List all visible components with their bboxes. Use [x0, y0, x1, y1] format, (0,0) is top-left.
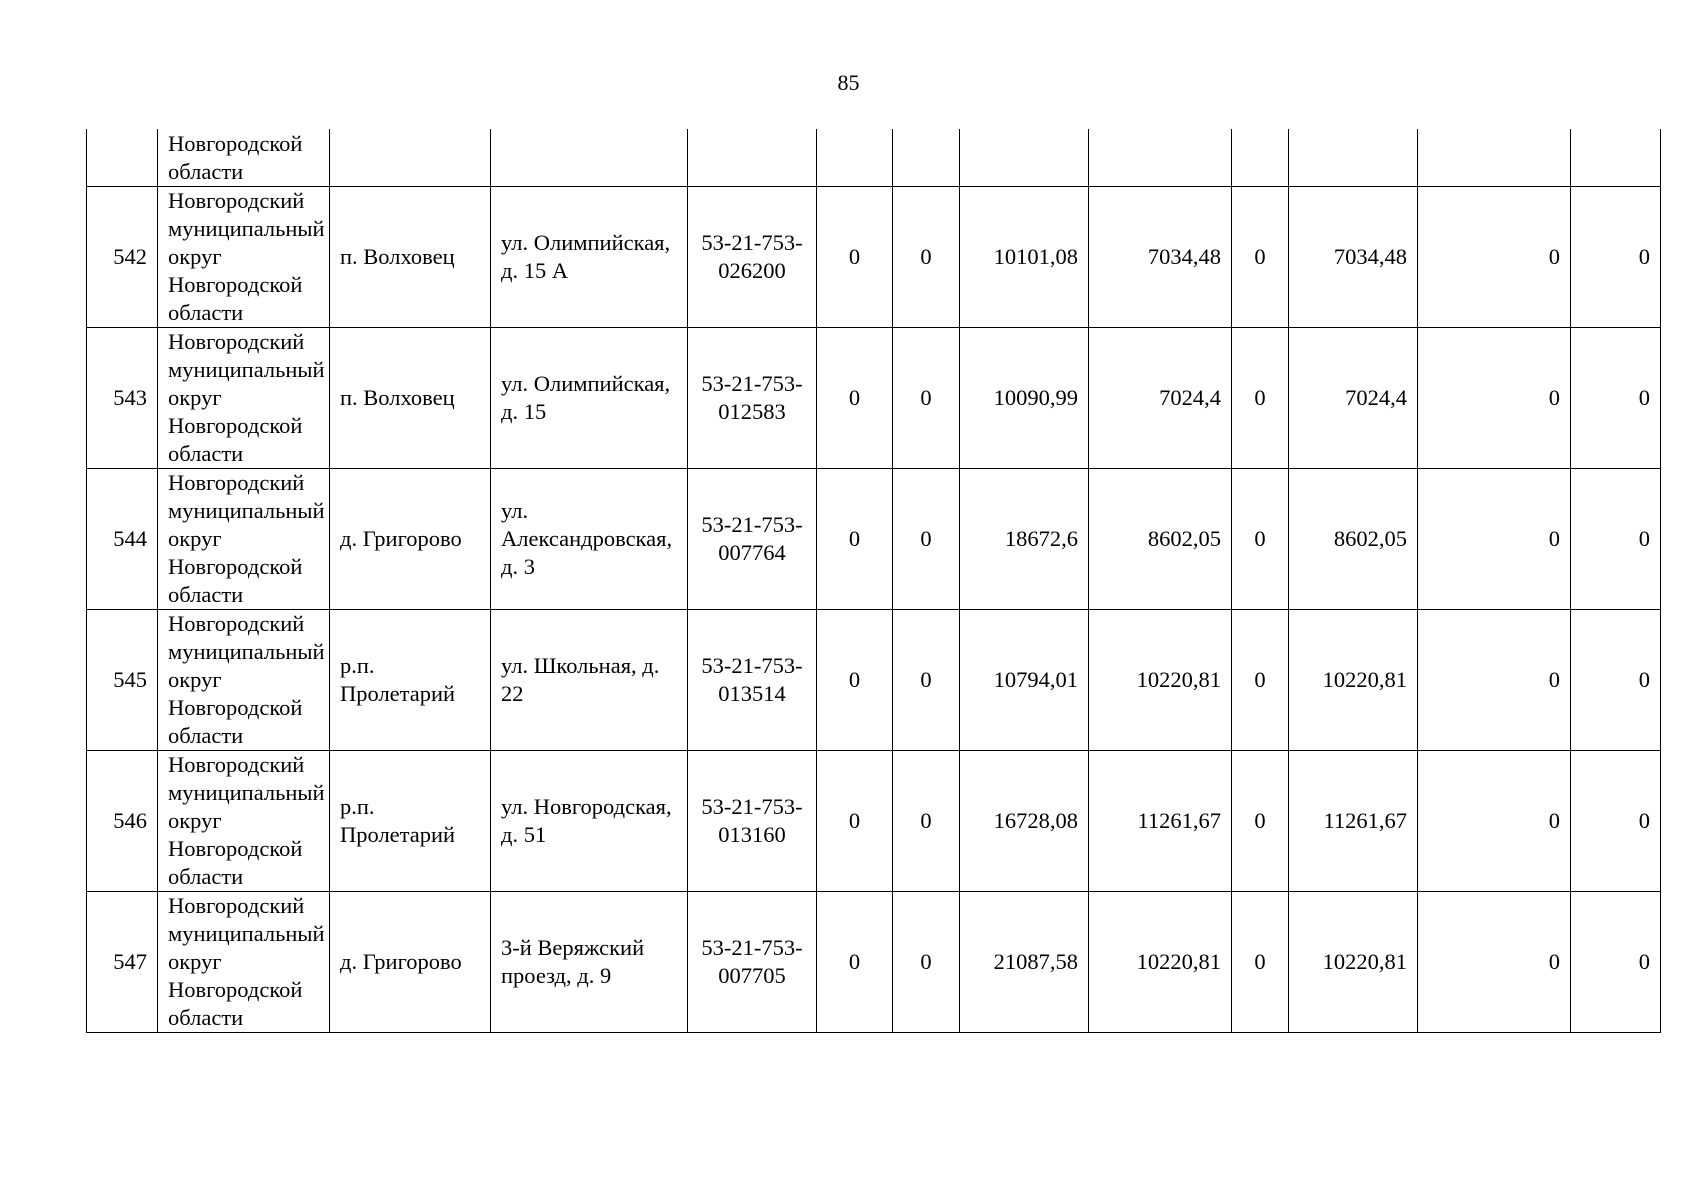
cell-address: ул. Новгородская, д. 51: [491, 751, 688, 892]
cell-no: 545: [87, 610, 158, 751]
cell-c4: 7024,4: [1089, 328, 1232, 469]
cell-c8: 0: [1571, 328, 1661, 469]
cell-address: ул. Олимпийская, д. 15 А: [491, 187, 688, 328]
cell-c7: 0: [1418, 328, 1571, 469]
table-row: [87, 187, 1661, 328]
cell-no: 544: [87, 469, 158, 610]
cell-code: 53-21-753-013160: [688, 751, 817, 892]
cell-settlement: [330, 129, 491, 187]
cell-c2: 0: [893, 187, 960, 328]
cell-no: 546: [87, 751, 158, 892]
cell-c7: 0: [1418, 751, 1571, 892]
cell-municipality: Новгородский муниципальный округ Новгородской области: [158, 892, 330, 1033]
cell-municipality: Новгородский муниципальный округ Новгородской области: [158, 610, 330, 751]
cell-c7: 0: [1418, 892, 1571, 1033]
cell-c2: 0: [893, 469, 960, 610]
table-row: [87, 328, 1661, 469]
cell-c1: 0: [817, 610, 893, 751]
cell-settlement: д. Григорово: [330, 892, 491, 1033]
cell-c6: 7024,4: [1289, 328, 1418, 469]
cell-c4: 10220,81: [1089, 610, 1232, 751]
cell-c3: 18672,6: [960, 469, 1089, 610]
table-row: [87, 892, 1661, 1033]
cell-c8: 0: [1571, 892, 1661, 1033]
cell-c4: 11261,67: [1089, 751, 1232, 892]
cell-c2: 0: [893, 892, 960, 1033]
cell-c4: 10220,81: [1089, 892, 1232, 1033]
cell-c1: [817, 129, 893, 187]
cell-address: ул. Олимпийская, д. 15: [491, 328, 688, 469]
cell-c3: 10090,99: [960, 328, 1089, 469]
cell-c2: 0: [893, 751, 960, 892]
cell-c3: [960, 129, 1089, 187]
cell-c7: [1418, 129, 1571, 187]
cell-c2: 0: [893, 328, 960, 469]
cell-c4: [1089, 129, 1232, 187]
cell-no: [87, 129, 158, 187]
registry-table: [86, 129, 1661, 1033]
cell-code: [688, 129, 817, 187]
cell-c2: 0: [893, 610, 960, 751]
cell-address: ул. Школьная, д. 22: [491, 610, 688, 751]
cell-settlement: д. Григорово: [330, 469, 491, 610]
cell-c6: 7034,48: [1289, 187, 1418, 328]
cell-c6: 10220,81: [1289, 610, 1418, 751]
cell-c5: 0: [1232, 751, 1289, 892]
cell-municipality: Новгородской области: [158, 129, 330, 187]
cell-no: 543: [87, 328, 158, 469]
cell-c7: 0: [1418, 187, 1571, 328]
cell-municipality: Новгородский муниципальный округ Новгородской области: [158, 751, 330, 892]
cell-address: ул. Александровская, д. 3: [491, 469, 688, 610]
cell-settlement: р.п. Пролетарий: [330, 751, 491, 892]
cell-c5: 0: [1232, 469, 1289, 610]
cell-c8: 0: [1571, 469, 1661, 610]
cell-settlement: п. Волховец: [330, 187, 491, 328]
cell-c5: 0: [1232, 328, 1289, 469]
cell-c6: 11261,67: [1289, 751, 1418, 892]
table-row: [87, 469, 1661, 610]
cell-c3: 16728,08: [960, 751, 1089, 892]
cell-municipality: Новгородский муниципальный округ Новгородской области: [158, 187, 330, 328]
cell-c1: 0: [817, 892, 893, 1033]
cell-c8: 0: [1571, 187, 1661, 328]
cell-c4: 7034,48: [1089, 187, 1232, 328]
cell-c8: [1571, 129, 1661, 187]
cell-c4: 8602,05: [1089, 469, 1232, 610]
cell-code: 53-21-753-026200: [688, 187, 817, 328]
cell-c1: 0: [817, 469, 893, 610]
cell-no: 547: [87, 892, 158, 1033]
cell-code: 53-21-753-007764: [688, 469, 817, 610]
cell-c5: [1232, 129, 1289, 187]
table-row: [87, 610, 1661, 751]
page-number: 85: [837, 70, 860, 95]
cell-c6: 10220,81: [1289, 892, 1418, 1033]
table-row-continuation: [87, 129, 1661, 187]
cell-address: [491, 129, 688, 187]
cell-c2: [893, 129, 960, 187]
cell-settlement: р.п. Пролетарий: [330, 610, 491, 751]
cell-code: 53-21-753-012583: [688, 328, 817, 469]
cell-no: 542: [87, 187, 158, 328]
cell-c6: [1289, 129, 1418, 187]
cell-c3: 10794,01: [960, 610, 1089, 751]
cell-c1: 0: [817, 187, 893, 328]
cell-c7: 0: [1418, 469, 1571, 610]
cell-c8: 0: [1571, 751, 1661, 892]
cell-municipality: Новгородский муниципальный округ Новгородской области: [158, 328, 330, 469]
cell-c5: 0: [1232, 892, 1289, 1033]
cell-address: 3-й Веряжский проезд, д. 9: [491, 892, 688, 1033]
cell-settlement: п. Волховец: [330, 328, 491, 469]
table-row: [87, 751, 1661, 892]
cell-c3: 21087,58: [960, 892, 1089, 1033]
cell-code: 53-21-753-013514: [688, 610, 817, 751]
cell-c3: 10101,08: [960, 187, 1089, 328]
cell-c8: 0: [1571, 610, 1661, 751]
cell-c7: 0: [1418, 610, 1571, 751]
cell-c5: 0: [1232, 187, 1289, 328]
cell-c5: 0: [1232, 610, 1289, 751]
cell-c1: 0: [817, 328, 893, 469]
cell-code: 53-21-753-007705: [688, 892, 817, 1033]
cell-municipality: Новгородский муниципальный округ Новгородской области: [158, 469, 330, 610]
cell-c1: 0: [817, 751, 893, 892]
cell-c6: 8602,05: [1289, 469, 1418, 610]
